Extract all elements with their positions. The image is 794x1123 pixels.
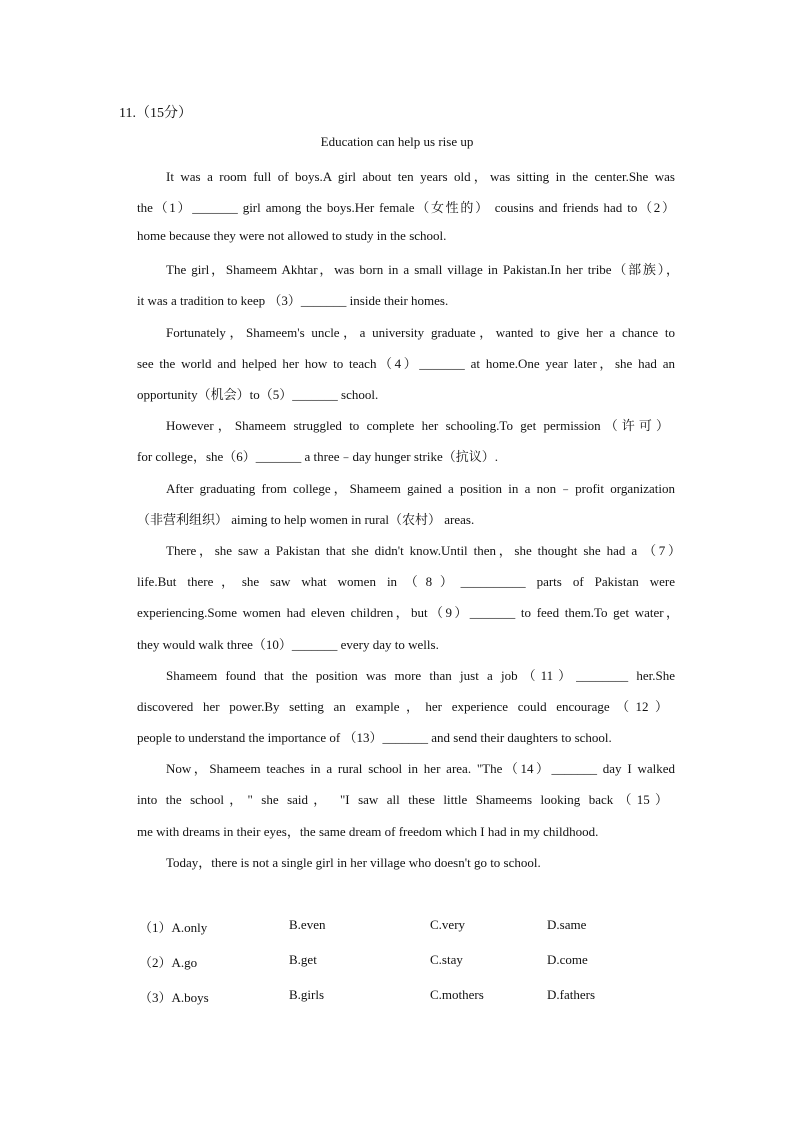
option-2-c[interactable]: C.stay xyxy=(430,952,463,967)
passage-line: the（1）_______ girl among the boys.Her female（女性的） cousins and friends had to（2） xyxy=(137,200,675,215)
passage-line: discovered her power.By setting an example，her experience could encourage（12） xyxy=(137,699,668,714)
passage-line: into the school，" she said， "I saw all these little Shameems looking back（15） xyxy=(137,792,668,807)
option-2-b[interactable]: B.get xyxy=(289,952,317,967)
passage-line: Shameem found that the position was more than just a job（11）________ her.She xyxy=(166,668,675,683)
passage-line: see the world and helped her how to teach（4）_______ at home.One year later，she had an xyxy=(137,356,675,371)
passage-line: After graduating from college，Shameem gained a position in a non﹣profit organization xyxy=(166,481,675,496)
passage-line: The girl，Shameem Akhtar，was born in a small village in Pakistan.In her tribe（部族）， xyxy=(166,262,679,277)
option-3-c[interactable]: C.mothers xyxy=(430,987,484,1002)
passage-line: Fortunately，Shameem's uncle，a university graduate，wanted to give her a chance to xyxy=(166,325,675,340)
option-1-a[interactable]: （1）A.only xyxy=(139,920,208,935)
passage-line: experiencing.Some women had eleven children，but（9）_______ to feed them.To get water， xyxy=(137,605,679,620)
passage-line: It was a room full of boys.A girl about ten years old，was sitting in the center.She was xyxy=(166,169,675,184)
option-1-c[interactable]: C.very xyxy=(430,917,466,932)
passage-line: people to understand the importance of （13）_______ and send their daughters to school. xyxy=(137,730,612,745)
question-score: （15分） xyxy=(135,106,192,121)
passage-line: me with dreams in their eyes，the same dream of freedom which I had in my childhood. xyxy=(137,824,599,839)
option-3-d[interactable]: D.fathers xyxy=(547,987,596,1002)
option-2-d[interactable]: D.come xyxy=(547,952,588,967)
passage-line: for college，she（6）_______ a three﹣day hunger strike（抗议）. xyxy=(137,449,499,464)
passage-line: Now，Shameem teaches in a rural school in her area. "The（14）_______ day I walked xyxy=(166,761,675,776)
question-number: 11. xyxy=(119,106,136,121)
passage-title: Education can help us rise up xyxy=(320,134,474,149)
passage-line: （非营利组织） aiming to help women in rural（农村） areas. xyxy=(137,512,475,527)
passage-line: Today，there is not a single girl in her village who doesn't go to school. xyxy=(166,855,541,870)
passage-line: life.But there，she saw what women in（8）__________ parts of Pakistan were xyxy=(137,574,675,589)
option-2-a[interactable]: （2）A.go xyxy=(139,955,198,970)
passage-line: There，she saw a Pakistan that she didn't know.Until then，she thought she had a （7） xyxy=(166,543,681,558)
passage-line: home because they were not allowed to study in the school. xyxy=(137,228,447,243)
passage-line: opportunity（机会）to（5）_______ school. xyxy=(137,387,379,402)
passage-line: it was a tradition to keep （3）_______ inside their homes. xyxy=(137,293,449,308)
passage-line: However，Shameem struggled to complete her schooling.To get permission（许可） xyxy=(166,418,669,433)
passage-line: they would walk three（10）_______ every day to wells. xyxy=(137,637,439,652)
question-header xyxy=(119,102,192,122)
option-1-b[interactable]: B.even xyxy=(289,917,326,932)
option-3-b[interactable]: B.girls xyxy=(289,987,325,1002)
option-1-d[interactable]: D.same xyxy=(547,917,587,932)
option-3-a[interactable]: （3）A.boys xyxy=(139,990,209,1005)
